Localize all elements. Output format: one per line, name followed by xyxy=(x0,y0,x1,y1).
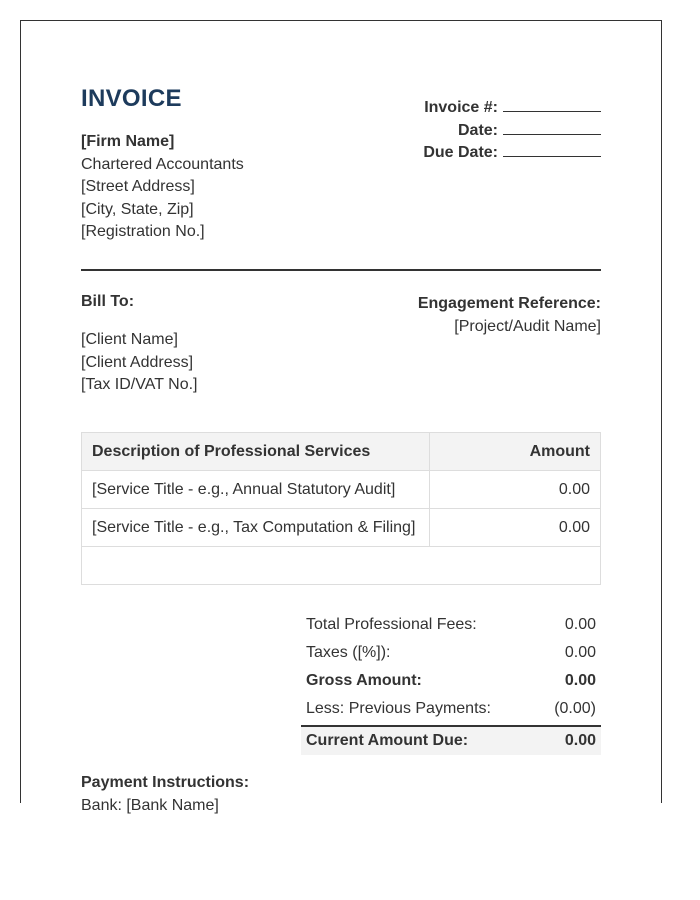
client-tax-id: [Tax ID/VAT No.] xyxy=(81,376,198,393)
firm-details xyxy=(81,131,244,244)
invoice-date-blank[interactable] xyxy=(503,120,601,135)
firm-registration: [Registration No.] xyxy=(81,223,205,240)
amount-column-header: Amount xyxy=(430,433,601,471)
previous-payments-row xyxy=(301,695,601,723)
gross-amount-row xyxy=(301,667,601,695)
taxes-row xyxy=(301,639,601,667)
due-date-blank[interactable] xyxy=(503,142,601,157)
previous-payments-label: Less: Previous Payments: xyxy=(306,700,491,717)
services-table xyxy=(81,432,601,585)
gross-amount-value: 0.00 xyxy=(564,672,596,689)
payment-bank-line: Bank: [Bank Name] xyxy=(81,797,219,814)
invoice-date-row xyxy=(423,120,601,143)
previous-payments-value: (0.00) xyxy=(554,700,596,717)
empty-table-row xyxy=(82,547,601,585)
due-date-label: Due Date: xyxy=(423,144,498,161)
firm-type: Chartered Accountants xyxy=(81,155,244,173)
payment-instructions-label: Payment Instructions: xyxy=(81,774,250,791)
due-date-row xyxy=(423,142,601,165)
table-row xyxy=(82,509,601,547)
table-row xyxy=(82,471,601,509)
firm-street: [Street Address] xyxy=(81,178,195,195)
client-address: [Client Address] xyxy=(81,353,194,371)
service-amount: 0.00 xyxy=(430,471,601,509)
current-amount-due-label: Current Amount Due: xyxy=(306,732,469,749)
services-header-row xyxy=(82,433,601,471)
invoice-number-label: Invoice #: xyxy=(424,99,498,116)
bill-to-details xyxy=(81,329,197,397)
service-description: [Service Title - e.g., Annual Statutory Audit] xyxy=(82,471,430,509)
client-name: [Client Name] xyxy=(81,331,178,348)
engagement-value: [Project/Audit Name] xyxy=(454,317,601,335)
empty-cell xyxy=(82,547,601,585)
total-fees-label: Total Professional Fees: xyxy=(306,616,477,633)
service-amount: 0.00 xyxy=(430,509,601,547)
invoice-page xyxy=(20,20,662,814)
total-fees-row xyxy=(301,611,601,639)
current-amount-due-value: 0.00 xyxy=(564,732,596,749)
totals-block xyxy=(301,611,601,755)
invoice-number-row xyxy=(423,97,601,120)
invoice-date-label: Date: xyxy=(457,121,498,139)
gross-amount-label: Gross Amount: xyxy=(306,672,422,689)
engagement-label: Engagement Reference: xyxy=(417,295,601,312)
invoice-title: INVOICE xyxy=(81,85,182,112)
service-description: [Service Title - e.g., Tax Computation & Filing] xyxy=(82,509,430,547)
taxes-value: 0.00 xyxy=(564,644,596,661)
taxes-label: Taxes ([%]): xyxy=(306,644,391,661)
invoice-number-blank[interactable] xyxy=(503,97,601,112)
header-divider xyxy=(81,269,601,271)
description-column-header: Description of Professional Services xyxy=(82,433,430,471)
firm-name: [Firm Name] xyxy=(81,133,175,150)
bill-to-label: Bill To: xyxy=(81,293,135,310)
total-fees-value: 0.00 xyxy=(564,616,596,633)
invoice-meta xyxy=(423,97,601,165)
engagement-reference xyxy=(418,293,601,338)
current-amount-due-row xyxy=(301,725,601,755)
firm-city: [City, State, Zip] xyxy=(81,200,194,218)
